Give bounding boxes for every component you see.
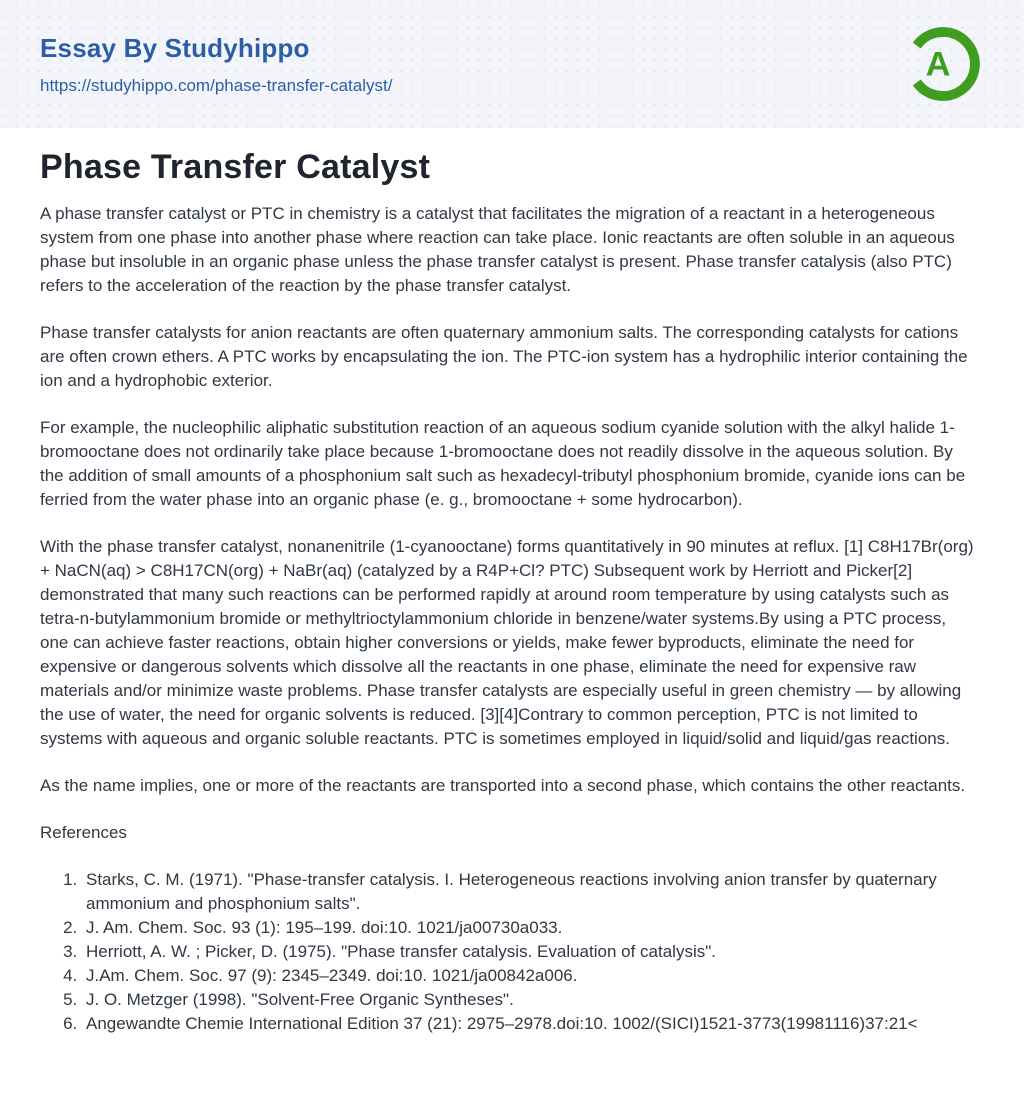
source-url-link[interactable]: https://studyhippo.com/phase-transfer-catalyst/	[40, 75, 393, 95]
reference-item-2: 2. J. Am. Chem. Soc. 93 (1): 195–199. doi:10. 1021/ja00730a033.	[82, 916, 974, 940]
logo-letter: A	[925, 45, 951, 84]
essay-paragraph-2: Phase transfer catalysts for anion reactants are often quaternary ammonium salts. The corresponding catalysts for cations are often crown ethers. A PTC works by encapsulating the ion. The PTC-ion system has a hydrophilic interior containing the ion and a hydrophobic exterior.	[40, 323, 968, 391]
essay-paragraph-5: As the name implies, one or more of the reactants are transported into a second phase, which contains the other reactants.	[40, 776, 966, 796]
header-text-block	[40, 33, 392, 96]
essay-paragraph-1: A phase transfer catalyst or PTC in chemistry is a catalyst that facilitates the migration of a reactant in a heterogeneous system from one phase into another phase where reaction can take place. Ionic reactants are often soluble in an aqueous phase but insoluble in an organic phase unless the phase transfer catalyst is present. Phase transfer catalysis (also PTC) refers to the acceleration of the reaction by the phase transfer catalyst.	[40, 204, 955, 296]
page-header	[0, 0, 1024, 128]
site-byline: Essay By Studyhippo	[40, 32, 310, 63]
reference-item-1: 1. Starks, C. M. (1971). "Phase-transfer catalysis. I. Heterogeneous reactions involving anion transfer by quaternary ammonium and phosphonium salts".	[82, 868, 974, 916]
references-list	[40, 868, 974, 1036]
essay-content	[0, 128, 1024, 1036]
reference-item-6: 6. Angewandte Chemie International Edition 37 (21): 2975–2978.doi:10. 1002/(SICI)1521-3773(19981116)37:21<	[82, 1012, 974, 1036]
studyhippo-logo	[902, 23, 984, 105]
reference-item-5: 5. J. O. Metzger (1998). "Solvent-Free Organic Syntheses".	[82, 988, 974, 1012]
essay-paragraph-4: With the phase transfer catalyst, nonanenitrile (1-cyanooctane) forms quantitatively in 90 minutes at reflux. [1] C8H17Br(org) + NaCN(aq) > C8H17CN(org) + NaBr(aq) (catalyzed by a R4P+Cl? PTC) Subsequent work by Herriott and Picker[2] demonstrated that many such reactions can be performed rapidly at around room temperature by using catalysts such as tetra-n-butylammonium bromide or methyltrioctylammonium chloride in benzene/water systems.By using a PTC process, one can achieve faster reactions, obtain higher conversions or yields, make fewer byproducts, eliminate the need for expensive or dangerous solvents which dissolve all the reactants in one phase, eliminate the need for expensive raw materials and/or minimize waste problems. Phase transfer catalysts are especially useful in green chemistry — by allowing the use of water, the need for organic solvents is reduced. [3][4]Contrary to common perception, PTC is not limited to systems with aqueous and organic soluble reactants. PTC is sometimes employed in liquid/solid and liquid/gas reactions.	[40, 537, 974, 749]
reference-item-4: 4. J.Am. Chem. Soc. 97 (9): 2345–2349. doi:10. 1021/ja00842a006.	[82, 964, 974, 988]
open-circle-a-icon	[902, 23, 984, 105]
page-title: Phase Transfer Catalyst	[40, 148, 431, 186]
essay-paragraph-3: For example, the nucleophilic aliphatic substitution reaction of an aqueous sodium cyanide solution with the alkyl halide 1-bromooctane does not ordinarily take place because 1-bromooctane does not readily dissolve in the aqueous solution. By the addition of small amounts of a phosphonium salt such as hexadecyl-tributyl phosphonium bromide, cyanide ions can be ferried from the water phase into an organic phase (e. g., bromooctane + some hydrocarbon).	[40, 418, 966, 510]
reference-item-3: 3. Herriott, A. W. ; Picker, D. (1975). "Phase transfer catalysis. Evaluation of catalysis".	[82, 940, 974, 964]
references-heading: References	[40, 823, 127, 843]
